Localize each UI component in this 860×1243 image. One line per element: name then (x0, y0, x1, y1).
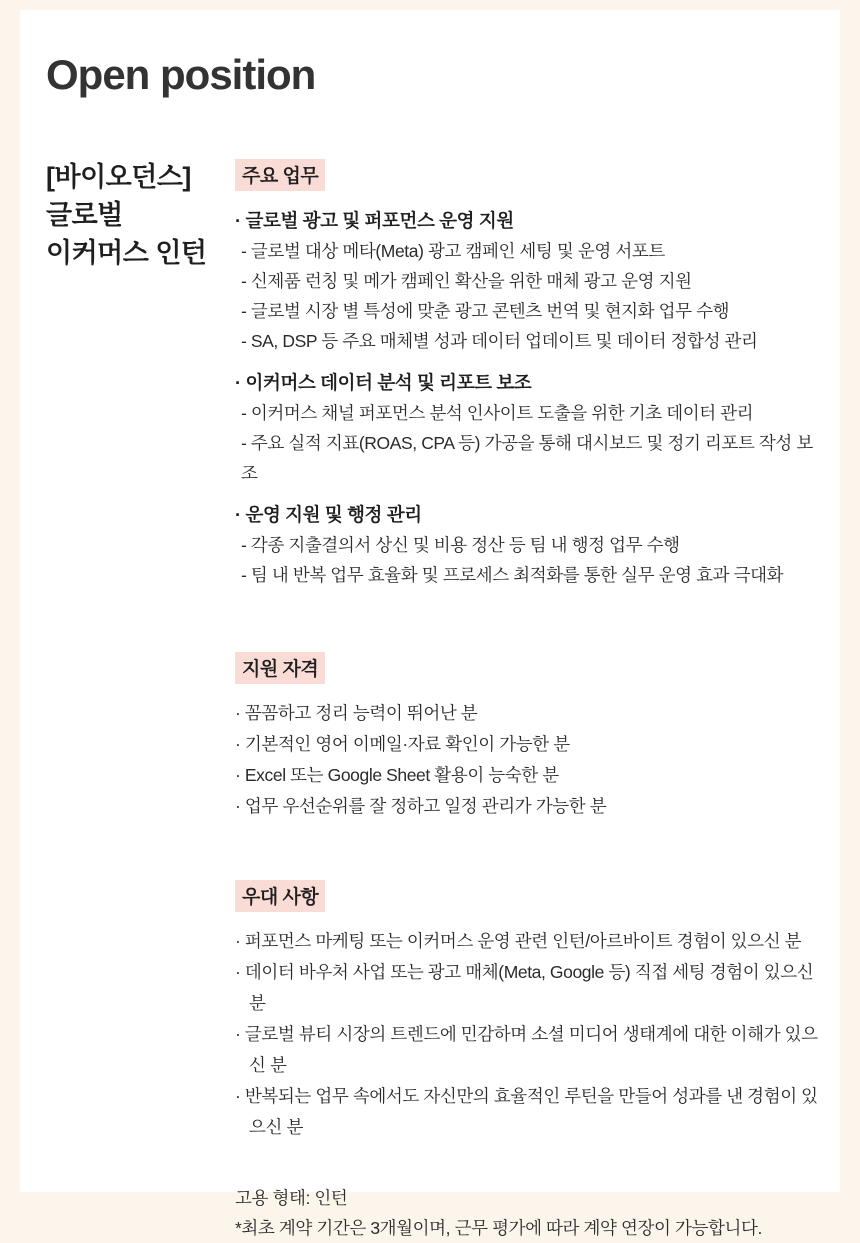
preferred-item: · 글로벌 뷰티 시장의 트렌드에 민감하며 소셜 미디어 생태계에 대한 이해가 있으신 분 (235, 1024, 818, 1076)
section-heading-qualifications: 지원 자격 (235, 652, 325, 684)
preferred-list (235, 926, 822, 1143)
qualification-item: · 꼼꼼하고 정리 능력이 뛰어난 분 (235, 703, 478, 724)
job-title-block (46, 158, 235, 272)
qualification-item: · 업무 우선순위를 잘 정하고 일정 관리가 가능한 분 (235, 796, 607, 817)
task-item: - 각종 지출결의서 상신 및 비용 정산 등 팀 내 행정 업무 수행 (241, 535, 680, 556)
page-title: Open position (46, 51, 316, 98)
task-item: - 이커머스 채널 퍼포먼스 분석 인사이트 도출을 위한 기초 데이터 관리 (241, 403, 754, 424)
job-details (235, 158, 822, 1243)
job-posting-page (20, 10, 840, 1239)
section-heading-main-tasks: 주요 업무 (235, 159, 325, 191)
task-item: - 글로벌 대상 메타(Meta) 광고 캠페인 세팅 및 운영 서포트 (241, 241, 665, 262)
employment-type: 고용 형태: 인턴 (235, 1188, 348, 1209)
employment-info (235, 1183, 822, 1243)
task-group-title: · 운영 지원 및 행정 관리 (235, 504, 422, 526)
job-title-line-3: 이커머스 인턴 (46, 238, 207, 269)
task-item: - 글로벌 시장 별 특성에 맞춘 광고 콘텐츠 번역 및 현지화 업무 수행 (241, 301, 730, 322)
section-heading-preferred: 우대 사항 (235, 880, 325, 912)
section-main-tasks (235, 159, 822, 590)
preferred-item: · 데이터 바우처 사업 또는 광고 매체(Meta, Google 등) 직접 세팅 경험이 있으신 분 (235, 962, 814, 1014)
task-group-title: · 이커머스 데이터 분석 및 리포트 보조 (235, 372, 532, 394)
task-group-global-ads (235, 206, 822, 356)
task-item: - 주요 실적 지표(ROAS, CPA 등) 가공을 통해 대시보드 및 정기 리포트 작성 보조 (241, 433, 813, 484)
section-qualifications (235, 652, 822, 822)
qualification-item: · 기본적인 영어 이메일·자료 확인이 가능한 분 (235, 734, 570, 755)
task-item: - 신제품 런칭 및 메가 캠페인 확산을 위한 매체 광고 운영 지원 (241, 271, 692, 292)
preferred-item: · 퍼포먼스 마케팅 또는 이커머스 운영 관련 인턴/아르바이트 경험이 있으신 분 (235, 931, 802, 952)
task-group-title: · 글로벌 광고 및 퍼포먼스 운영 지원 (235, 210, 514, 232)
content-columns (46, 158, 822, 1243)
section-preferred (235, 880, 822, 1143)
employment-note: *최초 계약 기간은 3개월이며, 근무 평가에 따라 계약 연장이 가능합니다. (235, 1218, 762, 1239)
job-title-line-1: [바이오던스] (46, 162, 191, 193)
qualification-item: · Excel 또는 Google Sheet 활용이 능숙한 분 (235, 765, 559, 786)
job-title-line-2: 글로벌 (46, 200, 123, 231)
task-group-operations-admin (235, 500, 822, 590)
task-group-data-analysis (235, 368, 822, 488)
preferred-item: · 반복되는 업무 속에서도 자신만의 효율적인 루틴을 만들어 성과를 낸 경험이 있으신 분 (235, 1086, 818, 1138)
qualification-list (235, 698, 822, 822)
task-item: - SA, DSP 등 주요 매체별 성과 데이터 업데이트 및 데이터 정합성 관리 (241, 331, 758, 352)
task-item: - 팀 내 반복 업무 효율화 및 프로세스 최적화를 통한 실무 운영 효과 극대화 (241, 565, 784, 586)
